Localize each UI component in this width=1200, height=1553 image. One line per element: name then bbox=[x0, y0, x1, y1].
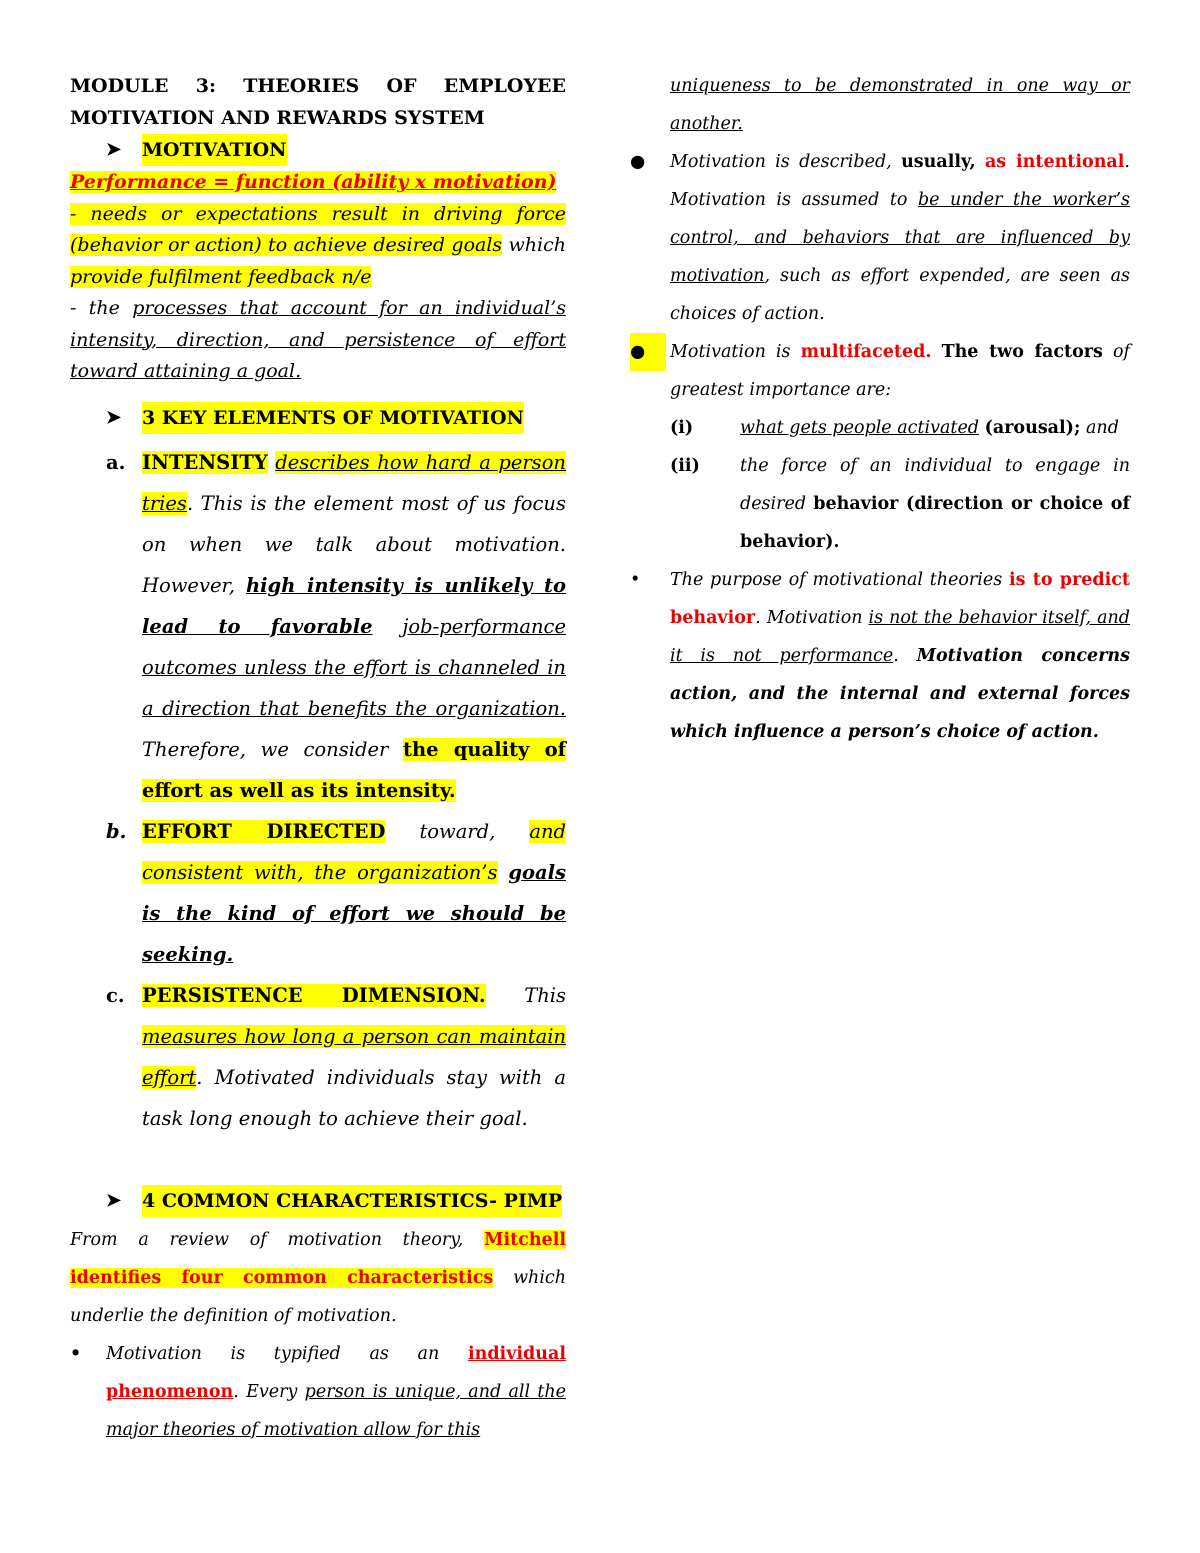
section-motivation-heading bbox=[70, 134, 566, 166]
arrow-bullet-icon: ➤ bbox=[106, 139, 122, 160]
bullet-dot-icon: ● bbox=[630, 152, 646, 172]
section-key-elements-heading bbox=[70, 402, 566, 434]
key-elements-heading-text: 3 KEY ELEMENTS OF MOTIVATION bbox=[142, 402, 524, 434]
characteristics-intro: From a review of motivation theory, Mitchell identifies four common characteristics which underlie the definition of motivation. bbox=[70, 1229, 566, 1326]
element-effort-directed: b. EFFORT DIRECTED toward, and consistent with, the organization’s goals is the kind of effort we should be seeking. bbox=[70, 811, 566, 975]
performance-formula: Performance = function (ability x motivation) bbox=[70, 171, 557, 193]
arrow-bullet-icon: ➤ bbox=[106, 406, 122, 428]
definition-1: - needs or expectations result in driving force (behavior or action) to achieve desired goals which provide fulfilment feedback n/e bbox=[70, 202, 566, 288]
characteristics-heading-text: 4 COMMON CHARACTERISTICS- PIMP bbox=[142, 1185, 562, 1217]
element-intensity: a. INTENSITY describes how hard a person tries. This is the element most of us focus on when we talk about motivation. However, high intensity is unlikely to lead to favorable job-performance outcomes unless the effort is channeled in a direction that benefits the organization. Therefore, we consider the quality of effort as well as its intensity. bbox=[70, 442, 566, 811]
definition-2: - the processes that account for an individual’s intensity, direction, and persistence of effort toward attaining a goal. bbox=[70, 297, 567, 382]
bullet-dot-icon: ● bbox=[630, 333, 666, 371]
factor-label: (i) bbox=[670, 418, 694, 438]
bullet-dot-icon: • bbox=[630, 570, 641, 590]
factor-label: (ii) bbox=[670, 456, 700, 476]
item-label: a. bbox=[106, 450, 126, 474]
characteristic-bullet-3: ● Motivation is multifaceted. The two factors of greatest importance are: bbox=[630, 333, 1130, 409]
element-persistence: c. PERSISTENCE DIMENSION. This measures how long a person can maintain effort. Motivated individuals stay with a task long enough to achieve their goal. bbox=[70, 975, 566, 1139]
item-label: b. bbox=[106, 819, 127, 843]
motivation-heading-text: MOTIVATION bbox=[142, 134, 287, 166]
module-title-line-2: MOTIVATION AND REWARDS SYSTEM bbox=[70, 107, 485, 129]
bullet-dot-icon: • bbox=[70, 1343, 82, 1364]
right-column bbox=[630, 67, 1130, 751]
factor-ii: (ii) the force of an individual to engage in desired behavior (direction or choice of behavior). bbox=[630, 447, 1130, 561]
characteristic-bullet-2: ● Motivation is described, usually, as intentional. Motivation is assumed to be under the worker’s control, and behaviors that are influenced by motivation, such as effort expended, are seen as choices of action. bbox=[630, 143, 1130, 333]
left-column bbox=[70, 70, 566, 1449]
item-label: c. bbox=[106, 983, 125, 1007]
bullet-1-continuation: uniqueness to be demonstrated in one way or another. bbox=[670, 76, 1130, 134]
section-characteristics-heading bbox=[70, 1185, 566, 1217]
arrow-bullet-icon: ➤ bbox=[106, 1189, 122, 1211]
module-title-line-1: MODULE 3: THEORIES OF EMPLOYEE bbox=[70, 75, 566, 97]
characteristic-bullet-4: • The purpose of motivational theories is to predict behavior. Motivation is not the behavior itself, and it is not performance. Motivation concerns action, and the internal and external forces which influence a person’s choice of action. bbox=[630, 561, 1130, 751]
factor-i: (i) what gets people activated (arousal); and bbox=[630, 409, 1130, 447]
characteristic-bullet-1: • Motivation is typified as an individual phenomenon. Every person is unique, and all the major theories of motivation allow for this bbox=[70, 1335, 566, 1449]
